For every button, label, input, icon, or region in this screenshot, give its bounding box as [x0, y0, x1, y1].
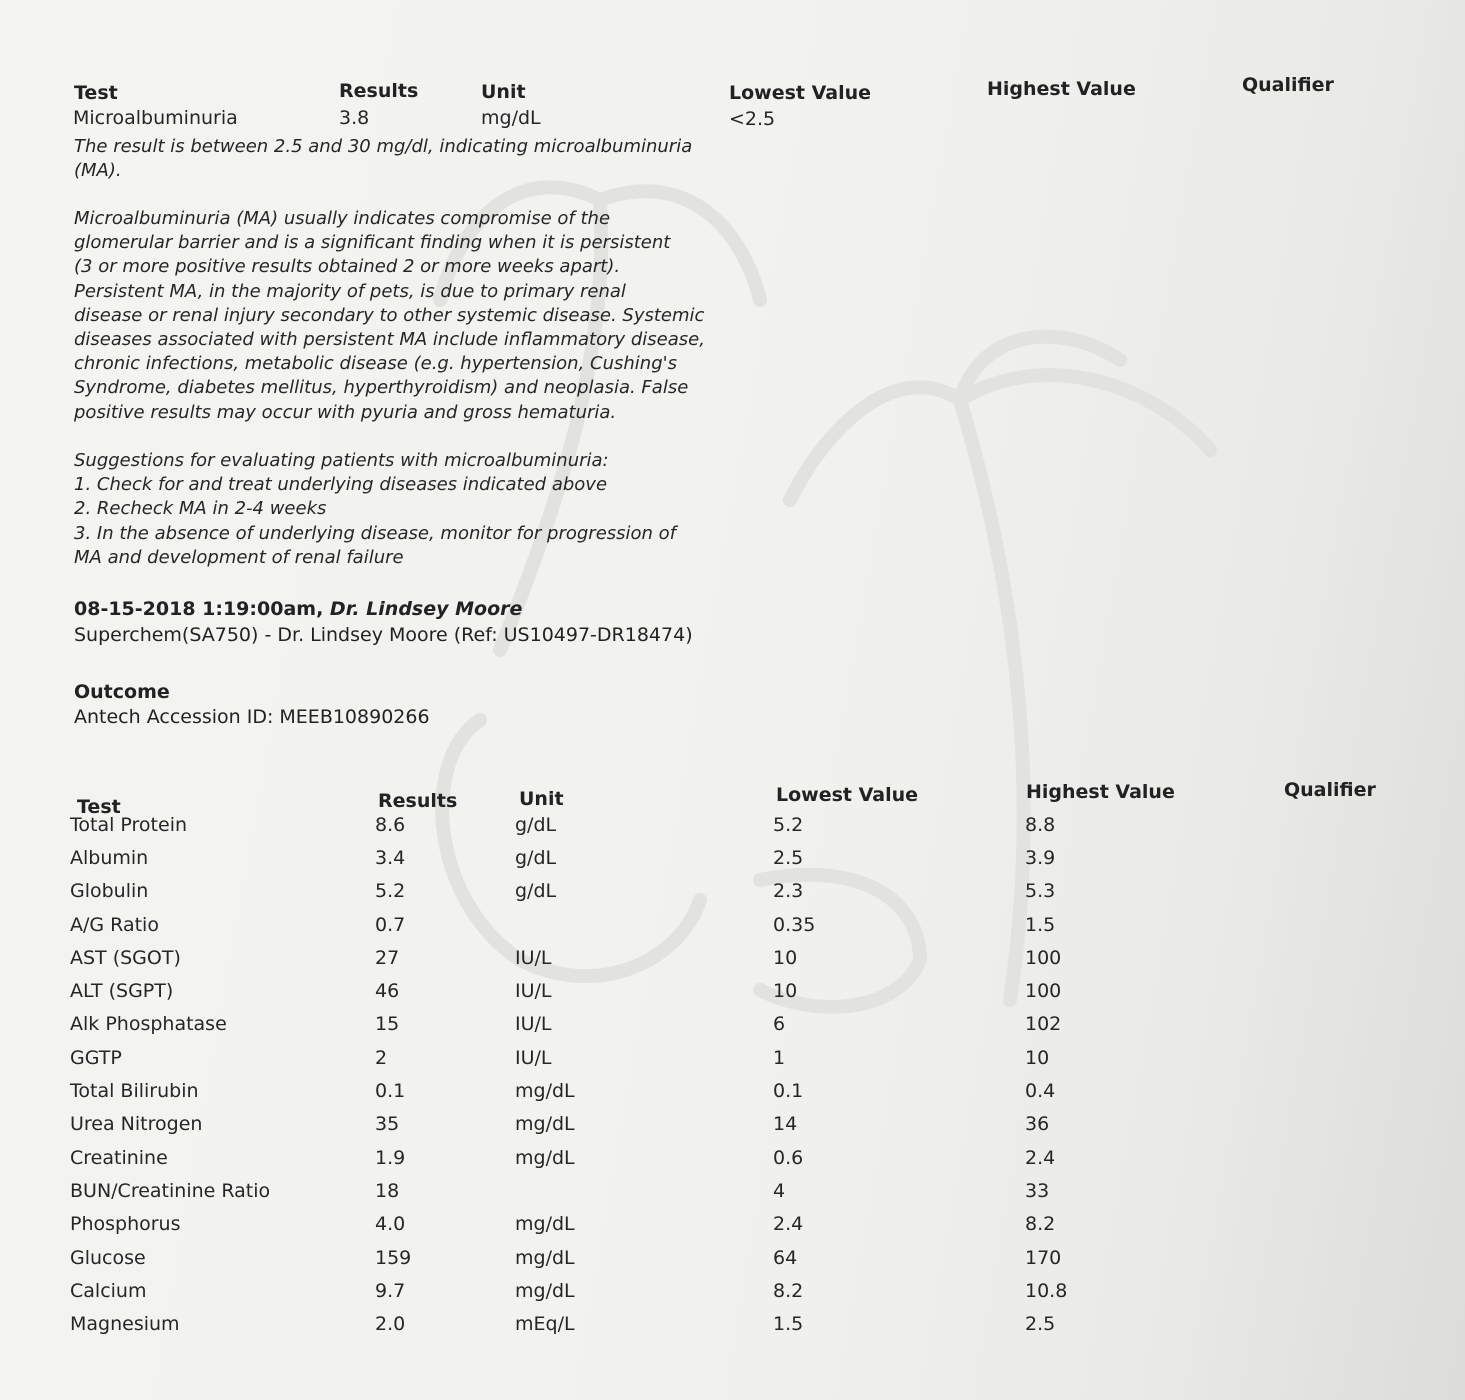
table-row [70, 1208, 1375, 1241]
table-row [70, 841, 1375, 874]
lowest-value: 6 [773, 1013, 786, 1036]
interpretation-line: The result is between 2.5 and 30 mg/dl, indicating microalbuminuria [74, 136, 693, 157]
result-value: 2.0 [375, 1313, 406, 1336]
ma-lowest: <2.5 [729, 108, 776, 130]
table-row [70, 1041, 1375, 1074]
table-row [70, 1274, 1375, 1307]
unit: g/dL [515, 846, 557, 869]
unit: IU/L [515, 946, 552, 969]
entry-datetime: 08-15-2018 1:19:00am, [74, 598, 324, 620]
ma-header-test: Test [74, 82, 118, 104]
result-value: 0.1 [375, 1080, 406, 1103]
table-row [70, 1008, 1375, 1041]
highest-value: 8.2 [1025, 1213, 1056, 1236]
entry-panel: Superchem(SA750) - Dr. Lindsey Moore (Ref: US10497-DR18474) [74, 624, 693, 646]
qualifier [1275, 1141, 1375, 1174]
table-row [70, 974, 1375, 1007]
entry-doctor: Dr. Lindsey Moore [329, 598, 523, 620]
ma-description [74, 207, 734, 425]
test-name: A/G Ratio [70, 913, 159, 936]
description-line: (3 or more positive results obtained 2 or more weeks apart). [74, 256, 621, 278]
unit: mg/dL [515, 1279, 575, 1302]
suggestion-item: MA and development of renal failure [74, 546, 404, 568]
lowest-value: 10 [773, 980, 798, 1003]
highest-value: 102 [1025, 1013, 1062, 1036]
unit: mg/dL [515, 1213, 575, 1236]
highest-value: 100 [1025, 946, 1062, 969]
table-row [70, 941, 1375, 974]
highest-value: 1.5 [1025, 913, 1056, 936]
ma-interpretation [74, 135, 734, 183]
unit: mg/dL [515, 1246, 575, 1269]
highest-value: 170 [1025, 1246, 1062, 1269]
qualifier [1275, 1108, 1375, 1141]
qualifier [1275, 941, 1375, 974]
table-row [70, 1241, 1375, 1274]
description-line: chronic infections, metabolic disease (e.g. hypertension, Cushing's [74, 353, 677, 375]
description-line: disease or renal injury secondary to other systemic disease. Systemic [74, 304, 705, 326]
ma-header-highest: Highest Value [987, 78, 1136, 100]
qualifier [1275, 808, 1375, 841]
lowest-value: 8.2 [773, 1279, 804, 1302]
qualifier [1275, 908, 1375, 941]
table-row [70, 875, 1375, 908]
unit: g/dL [515, 880, 557, 903]
result-value: 18 [375, 1179, 400, 1202]
chem-header-test: Test [77, 796, 121, 818]
suggestions-title: Suggestions for evaluating patients with microalbuminuria: [74, 450, 609, 471]
unit: IU/L [515, 980, 552, 1003]
ma-header-results: Results [339, 80, 419, 102]
highest-value: 100 [1025, 980, 1062, 1003]
table-row [70, 1307, 1375, 1340]
lowest-value: 1 [773, 1046, 786, 1069]
table-row [70, 1174, 1375, 1207]
test-name: Calcium [70, 1279, 147, 1302]
result-value: 2 [375, 1046, 388, 1069]
chem-header-lowest: Lowest Value [776, 784, 919, 806]
qualifier [1275, 841, 1375, 874]
lowest-value: 5.2 [773, 813, 804, 836]
lowest-value: 14 [773, 1113, 798, 1136]
qualifier [1275, 1041, 1375, 1074]
qualifier [1275, 1307, 1375, 1340]
qualifier [1275, 1174, 1375, 1207]
suggestion-item: 3. In the absence of underlying disease, monitor for progression of [74, 522, 677, 544]
test-name: Globulin [70, 880, 149, 903]
lowest-value: 1.5 [773, 1313, 804, 1336]
result-value: 9.7 [375, 1279, 406, 1302]
highest-value: 36 [1025, 1113, 1050, 1136]
qualifier [1275, 974, 1375, 1007]
result-value: 46 [375, 980, 400, 1003]
qualifier [1275, 1241, 1375, 1274]
unit: IU/L [515, 1013, 552, 1036]
suggestion-item: 1. Check for and treat underlying diseases indicated above [74, 474, 608, 496]
result-value: 27 [375, 946, 400, 969]
description-line: Syndrome, diabetes mellitus, hyperthyroidism) and neoplasia. False [74, 377, 689, 399]
unit: mg/dL [515, 1113, 575, 1136]
result-value: 5.2 [375, 880, 406, 903]
qualifier [1275, 1208, 1375, 1241]
chem-header-results: Results [378, 790, 458, 812]
test-name: Total Bilirubin [70, 1080, 199, 1103]
test-name: Creatinine [70, 1146, 168, 1169]
entry-heading [74, 598, 522, 620]
highest-value: 2.4 [1025, 1146, 1056, 1169]
test-name: AST (SGOT) [70, 946, 181, 969]
test-name: GGTP [70, 1046, 122, 1069]
unit [515, 1174, 773, 1207]
result-value: 3.4 [375, 846, 406, 869]
test-name: Glucose [70, 1246, 146, 1269]
unit: mEq/L [515, 1313, 575, 1336]
description-line: diseases associated with persistent MA include inflammatory disease, [74, 329, 705, 351]
qualifier [1275, 1074, 1375, 1107]
ma-result: 3.8 [339, 107, 370, 129]
chem-header-unit: Unit [519, 788, 564, 810]
lowest-value: 2.5 [773, 846, 804, 869]
ma-header-lowest: Lowest Value [729, 82, 872, 104]
ma-suggestions [74, 449, 734, 570]
highest-value: 5.3 [1025, 880, 1056, 903]
table-row [70, 1074, 1375, 1107]
test-name: ALT (SGPT) [70, 980, 174, 1003]
test-name: BUN/Creatinine Ratio [70, 1179, 271, 1202]
test-name: Total Protein [70, 813, 188, 836]
chem-header-qualifier: Qualifier [1284, 779, 1376, 801]
lowest-value: 0.1 [773, 1080, 804, 1103]
description-line: positive results may occur with pyuria and gross hematuria. [74, 401, 617, 423]
lowest-value: 0.6 [773, 1146, 804, 1169]
ma-test-name: Microalbuminuria [73, 107, 238, 129]
ma-unit: mg/dL [481, 107, 541, 129]
interpretation-line: (MA). [74, 160, 122, 182]
description-line: glomerular barrier and is a significant finding when it is persistent [74, 232, 671, 254]
unit [515, 908, 773, 941]
highest-value: 8.8 [1025, 813, 1056, 836]
lowest-value: 10 [773, 946, 798, 969]
qualifier [1275, 1274, 1375, 1307]
result-value: 1.9 [375, 1146, 406, 1169]
result-value: 159 [375, 1246, 412, 1269]
outcome-title: Outcome [74, 681, 170, 703]
table-row [70, 908, 1375, 941]
ma-header-qualifier: Qualifier [1242, 74, 1334, 96]
accession-id: Antech Accession ID: MEEB10890266 [74, 706, 430, 728]
test-name: Urea Nitrogen [70, 1113, 203, 1136]
test-name: Magnesium [70, 1313, 180, 1336]
test-name: Albumin [70, 846, 149, 869]
suggestion-item: 2. Recheck MA in 2-4 weeks [74, 498, 327, 520]
lowest-value: 64 [773, 1246, 798, 1269]
test-name: Alk Phosphatase [70, 1013, 227, 1036]
lowest-value: 2.4 [773, 1213, 804, 1236]
unit: mg/dL [515, 1080, 575, 1103]
chem-header-highest: Highest Value [1026, 781, 1175, 803]
result-value: 8.6 [375, 813, 406, 836]
chemistry-results-table [70, 808, 1375, 1341]
lowest-value: 4 [773, 1179, 786, 1202]
unit: g/dL [515, 813, 557, 836]
description-line: Persistent MA, in the majority of pets, is due to primary renal [74, 280, 626, 302]
result-value: 35 [375, 1113, 400, 1136]
unit: mg/dL [515, 1146, 575, 1169]
table-row [70, 808, 1375, 841]
qualifier [1275, 875, 1375, 908]
table-row [70, 1141, 1375, 1174]
ma-header-unit: Unit [481, 81, 526, 103]
result-value: 4.0 [375, 1213, 406, 1236]
result-value: 15 [375, 1013, 400, 1036]
test-name: Phosphorus [70, 1213, 181, 1236]
highest-value: 2.5 [1025, 1313, 1056, 1336]
table-row [70, 1108, 1375, 1141]
qualifier [1275, 1008, 1375, 1041]
lowest-value: 2.3 [773, 880, 804, 903]
lowest-value: 0.35 [773, 913, 816, 936]
highest-value: 10.8 [1025, 1279, 1068, 1302]
description-line: Microalbuminuria (MA) usually indicates compromise of the [74, 208, 611, 229]
highest-value: 3.9 [1025, 846, 1056, 869]
highest-value: 33 [1025, 1179, 1050, 1202]
highest-value: 10 [1025, 1046, 1050, 1069]
result-value: 0.7 [375, 913, 406, 936]
unit: IU/L [515, 1046, 552, 1069]
highest-value: 0.4 [1025, 1080, 1056, 1103]
